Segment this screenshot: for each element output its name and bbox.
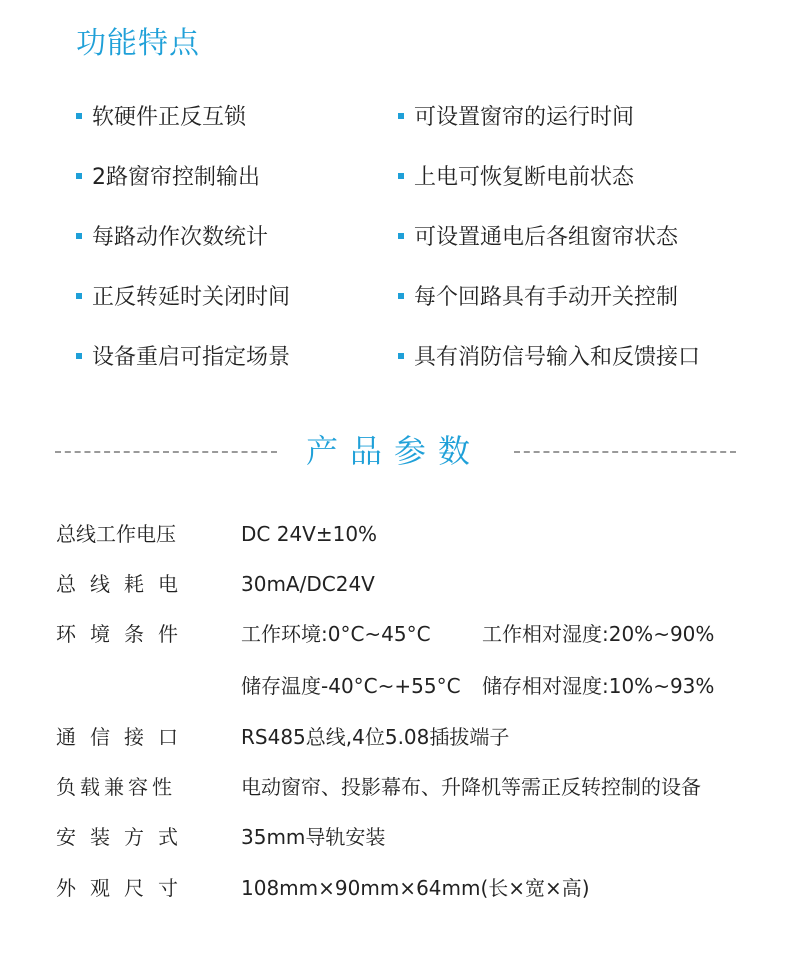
spec-value: 30mA/DC24V (241, 572, 375, 596)
features-title: 功能特点 (76, 26, 200, 61)
feature-item (398, 90, 634, 146)
feature-item (398, 210, 678, 266)
feature-text: 每个回路具有手动开关控制 (414, 285, 679, 310)
bullet-icon (76, 233, 82, 239)
feature-text: 正反转延时关闭时间 (92, 285, 291, 310)
bullet-icon (76, 173, 82, 179)
params-header (0, 426, 790, 476)
spec-label: 总线工作电压 (56, 522, 176, 546)
bullet-icon (76, 353, 82, 359)
spec-value: 电动窗帘、投影幕布、升降机等需正反转控制的设备 (241, 775, 701, 799)
spec-label: 负载兼容性 (56, 775, 176, 799)
spec-row (0, 863, 790, 913)
spec-value: 35mm导轨安装 (241, 825, 386, 849)
feature-text: 设备重启可指定场景 (92, 345, 291, 370)
feature-text: 可设置窗帘的运行时间 (414, 105, 635, 130)
spec-label: 安装方式 (56, 825, 192, 849)
params-title: 产品参数 (306, 432, 483, 470)
spec-row (0, 609, 790, 659)
features-list (0, 90, 790, 400)
spec-value: 108mm×90mm×64mm(长×宽×高) (241, 876, 590, 900)
feature-item (76, 90, 246, 146)
spec-value-secondary: 储存相对湿度:10%~93% (482, 674, 715, 698)
dashed-divider-right (514, 451, 736, 453)
feature-item (398, 150, 634, 206)
feature-text: 软硬件正反互锁 (92, 105, 247, 130)
spec-value-secondary: 工作相对湿度:20%~90% (482, 622, 715, 646)
spec-label: 环境条件 (56, 622, 192, 646)
feature-text: 上电可恢复断电前状态 (414, 165, 635, 190)
spec-label: 通信接口 (56, 725, 192, 749)
spec-value: 储存温度-40°C~+55°C (241, 674, 461, 698)
spec-row (0, 559, 790, 609)
spec-value: 工作环境:0°C~45°C (241, 622, 431, 646)
feature-item (398, 270, 678, 326)
dashed-divider-left (55, 451, 277, 453)
feature-text: 可设置通电后各组窗帘状态 (414, 225, 679, 250)
spec-value: RS485总线,4位5.08插拔端子 (241, 725, 510, 749)
spec-label: 总线耗电 (56, 572, 192, 596)
feature-text: 每路动作次数统计 (92, 225, 269, 250)
spec-label: 外观尺寸 (56, 876, 192, 900)
bullet-icon (398, 113, 404, 119)
feature-item (76, 150, 260, 206)
bullet-icon (398, 233, 404, 239)
spec-value: DC 24V±10% (241, 522, 378, 546)
feature-text: 2路窗帘控制输出 (92, 165, 260, 190)
spec-row (0, 812, 790, 862)
bullet-icon (76, 293, 82, 299)
bullet-icon (398, 293, 404, 299)
feature-text: 具有消防信号输入和反馈接口 (414, 345, 701, 370)
spec-row (0, 712, 790, 762)
spec-row (0, 762, 790, 812)
feature-item (76, 270, 290, 326)
spec-row (0, 661, 790, 711)
feature-item (76, 330, 290, 386)
spec-row (0, 509, 790, 559)
bullet-icon (76, 113, 82, 119)
bullet-icon (398, 353, 404, 359)
feature-item (76, 210, 268, 266)
bullet-icon (398, 173, 404, 179)
feature-item (398, 330, 700, 386)
